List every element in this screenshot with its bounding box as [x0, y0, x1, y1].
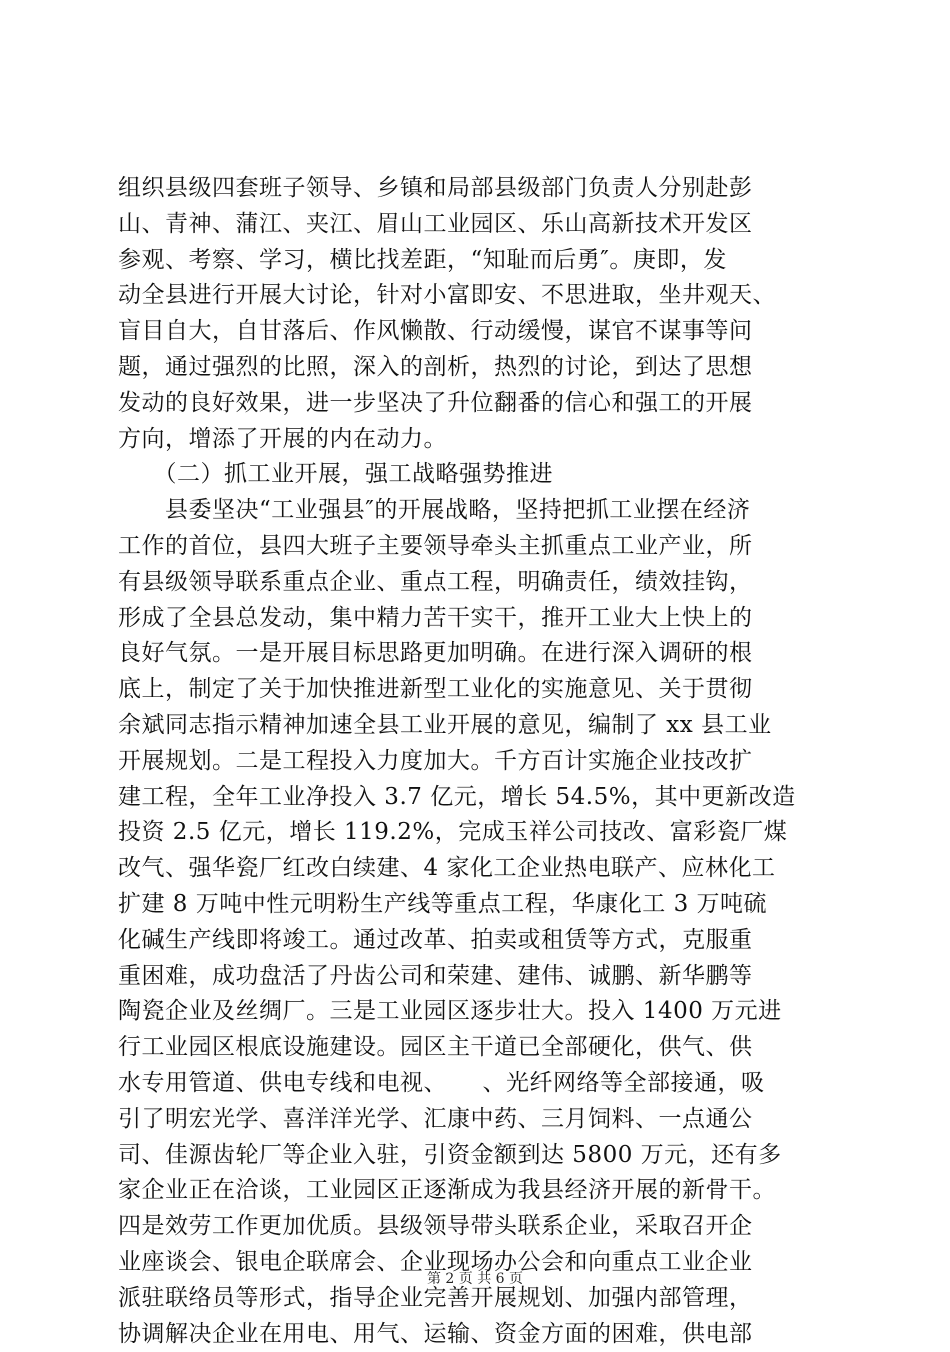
text-line: 投资 2.5 亿元，增长 119.2%，完成玉祥公司技改、富彩瓷厂煤: [118, 815, 838, 851]
text-line: 化碱生产线即将竣工。通过改革、拍卖或租赁等方式，克服重: [118, 923, 838, 959]
text-line: 派驻联络员等形式，指导企业完善开展规划、加强内部管理，: [118, 1281, 838, 1317]
text-line: 形成了全县总发动，集中精力苦干实干，推开工业大上快上的: [118, 601, 838, 637]
text-line: 方向，增添了开展的内在动力。: [118, 422, 838, 458]
text-line: 引了明宏光学、喜洋洋光学、汇康中药、三月饲料、一点通公: [118, 1102, 838, 1138]
text-line: 题，通过强烈的比照，深入的剖析，热烈的讨论，到达了思想: [118, 350, 838, 386]
text-line: 良好气氛。一是开展目标思路更加明确。在进行深入调研的根: [118, 636, 838, 672]
text-line: 建工程，全年工业净投入 3.7 亿元，增长 54.5%，其中更新改造: [118, 780, 838, 816]
text-line: 改气、强华瓷厂红改白续建、4 家化工企业热电联产、应林化工: [118, 851, 838, 887]
text-line: 组织县级四套班子领导、乡镇和局部县级部门负责人分别赴彭: [118, 171, 838, 207]
text-line: 协调解决企业在用电、用气、运输、资金方面的困难，供电部: [118, 1317, 838, 1352]
text-line: 盲目自大，自甘落后、作风懒散、行动缓慢，谋官不谋事等问: [118, 314, 838, 350]
text-line: 余斌同志指示精神加速全县工业开展的意见，编制了 xx 县工业: [118, 708, 838, 744]
section-heading: （二）抓工业开展，强工战略强势推进: [118, 457, 838, 493]
page-number-footer: 第 2 页 共 6 页: [0, 1270, 950, 1288]
text-line: 工作的首位，县四大班子主要领导牵头主抓重点工业产业，所: [118, 529, 838, 565]
text-line: 山、青神、蒲江、夹江、眉山工业园区、乐山高新技术开发区: [118, 207, 838, 243]
text-line: 行工业园区根底设施建设。园区主干道已全部硬化，供气、供: [118, 1030, 838, 1066]
text-line: 四是效劳工作更加优质。县级领导带头联系企业，采取召开企: [118, 1209, 838, 1245]
text-line: 县委坚决“工业强县″的开展战略，坚持把抓工业摆在经济: [118, 493, 838, 529]
text-line: 家企业正在洽谈，工业园区正逐渐成为我县经济开展的新骨干。: [118, 1173, 838, 1209]
body-text: [118, 171, 838, 1352]
text-line: 重困难，成功盘活了丹齿公司和荣建、建伟、诚鹏、新华鹏等: [118, 959, 838, 995]
text-line: 扩建 8 万吨中性元明粉生产线等重点工程，华康化工 3 万吨硫: [118, 887, 838, 923]
text-line: 参观、考察、学习，横比找差距，“知耻而后勇″。庚即，发: [118, 243, 838, 279]
text-line: 陶瓷企业及丝绸厂。三是工业园区逐步壮大。投入 1400 万元进: [118, 994, 838, 1030]
text-line: 动全县进行开展大讨论，针对小富即安、不思进取，坐井观天、: [118, 278, 838, 314]
text-line: 司、佳源齿轮厂等企业入驻，引资金额到达 5800 万元，还有多: [118, 1138, 838, 1174]
text-line: 开展规划。二是工程投入力度加大。千方百计实施企业技改扩: [118, 744, 838, 780]
text-line: 业座谈会、银电企联席会、企业现场办公会和向重点工业企业: [118, 1245, 838, 1281]
text-line: 水专用管道、供电专线和电视、 、光纤网络等全部接通，吸: [118, 1066, 838, 1102]
text-line: 有县级领导联系重点企业、重点工程，明确责任，绩效挂钩，: [118, 565, 838, 601]
text-line: 发动的良好效果，进一步坚决了升位翻番的信心和强工的开展: [118, 386, 838, 422]
text-line: 底上，制定了关于加快推进新型工业化的实施意见、关于贯彻: [118, 672, 838, 708]
